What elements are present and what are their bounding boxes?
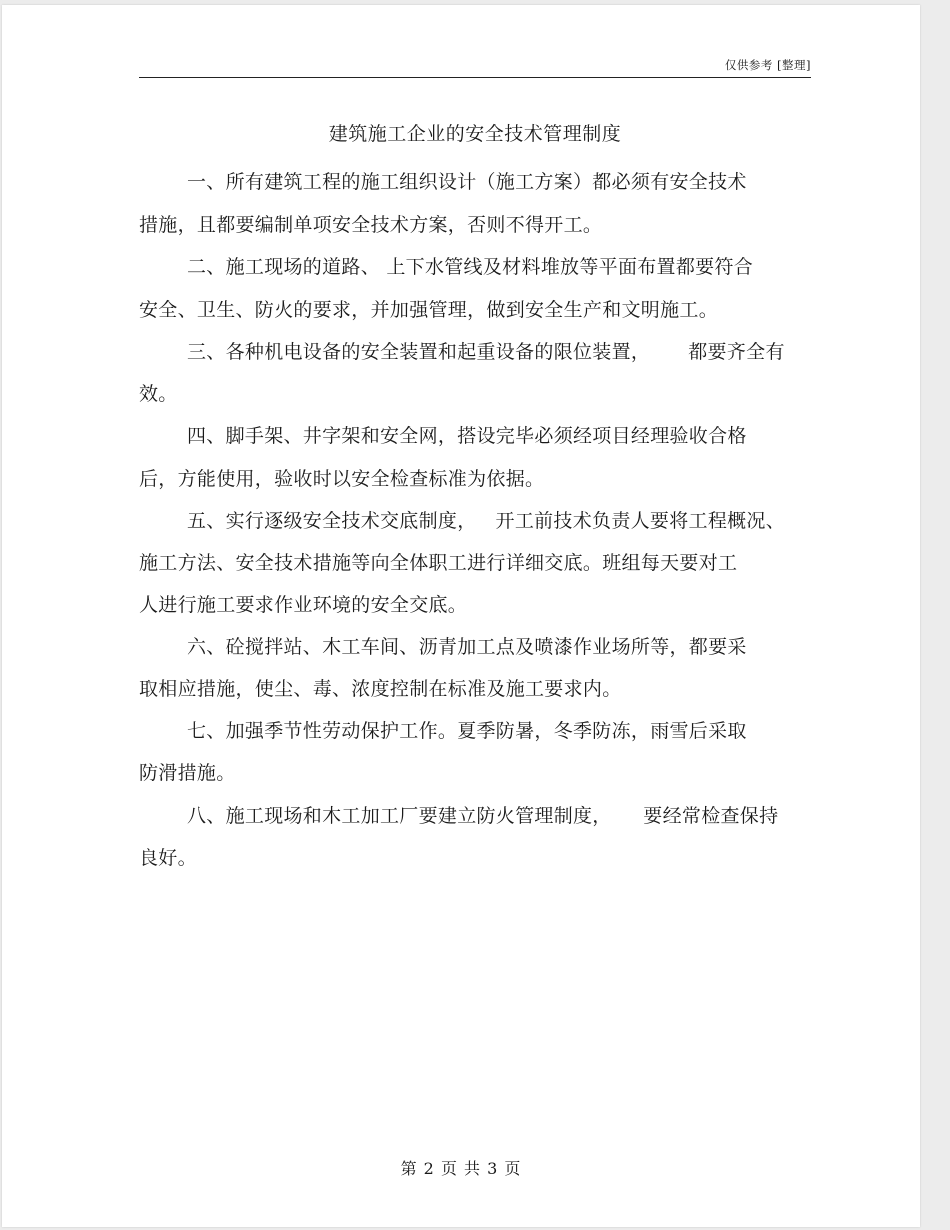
paragraph-2-line-1: 二、施工现场的道路、 上下水管线及材料堆放等平面布置都要符合 (187, 256, 754, 278)
paragraph-7-line-2: 防滑措施。 (139, 762, 236, 784)
paragraph-4-line-1: 四、脚手架、井字架和安全网，搭设完毕必须经项目经理验收合格 (187, 425, 747, 447)
document-title: 建筑施工企业的安全技术管理制度 (328, 123, 622, 145)
paragraph-5-line-3: 人进行施工要求作业环境的安全交底。 (139, 594, 468, 616)
paragraph-4-line-2: 后，方能使用，验收时以安全检查标准为依据。 (139, 468, 545, 490)
paragraph-8-line-1: 八、施工现场和木工加工厂要建立防火管理制度， 要经常检查保持 (187, 805, 779, 827)
paragraph-7-line-1: 七、加强季节性劳动保护工作。夏季防暑，冬季防冻，雨雪后采取 (187, 720, 747, 742)
paragraph-3-line-2: 效。 (139, 383, 178, 405)
paragraph-1-line-1: 一、所有建筑工程的施工组织设计（施工方案）都必须有安全技术 (187, 171, 747, 193)
paragraph-5-line-2: 施工方法、安全技术措施等向全体职工进行详细交底。班组每天要对工 (139, 552, 738, 574)
page-header (139, 53, 811, 78)
paragraph-2-line-2: 安全、卫生、防火的要求，并加强管理，做到安全生产和文明施工。 (139, 299, 719, 321)
paragraph-5-line-1: 五、实行逐级安全技术交底制度， 开工前技术负责人要将工程概况、 (187, 510, 786, 532)
paragraph-6-line-2: 取相应措施，使尘、毒、浓度控制在标准及施工要求内。 (139, 678, 622, 700)
document-page (2, 5, 920, 1227)
paragraph-1-line-2: 措施，且都要编制单项安全技术方案，否则不得开工。 (139, 214, 603, 236)
page-footer: 第 2 页 共 3 页 (400, 1159, 522, 1178)
paragraph-6-line-1: 六、砼搅拌站、木工车间、沥青加工点及喷漆作业场所等，都要采 (187, 636, 747, 658)
header-note: 仅供参考 [整理] (724, 58, 811, 72)
paragraph-3-line-1: 三、各种机电设备的安全装置和起重设备的限位装置， 都要齐全有 (187, 341, 785, 363)
paragraph-8-line-2: 良好。 (139, 847, 197, 869)
